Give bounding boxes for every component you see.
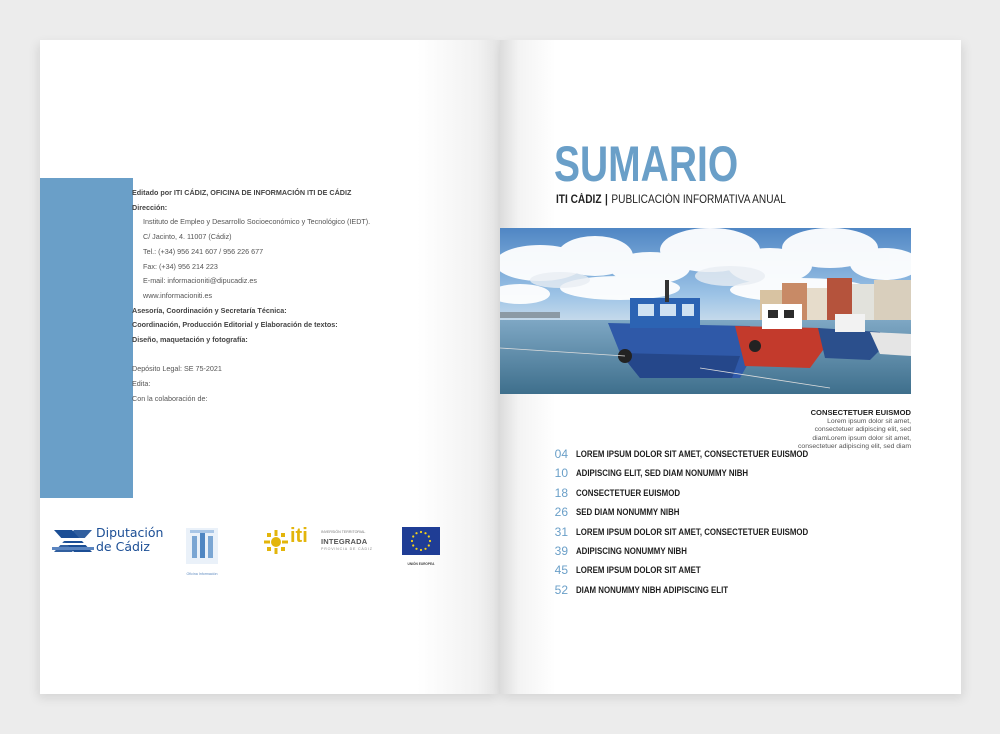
toc-entry[interactable] — [550, 447, 930, 466]
table-of-contents — [550, 447, 930, 602]
toc-entry-title: ADIPISCING NONUMMY NIBH — [576, 545, 687, 557]
credits-line: Instituto de Empleo y Desarrollo Socioeconómico y Tecnológico (IEDT). — [143, 217, 371, 227]
toc-entry-title: LOREM IPSUM DOLOR SIT AMET, CONSECTETUER EUISMOD — [576, 449, 809, 460]
diputacion-line2: de Cádiz — [96, 539, 150, 554]
credits-line: Fax: (+34) 956 214 223 — [143, 261, 218, 271]
toc-entry-title: SED DIAM NONUMMY NIBH — [576, 507, 680, 519]
iti-office-caption: Oficina Información — [186, 572, 218, 576]
toc-entry[interactable] — [550, 505, 930, 524]
photo-caption-line: consectetuer adipiscing elit, sed diam — [798, 443, 911, 451]
iti-inversion-label: INVERSIÓN TERRITORIAL — [321, 530, 366, 534]
toc-entry-title: LOREM IPSUM DOLOR SIT AMET — [576, 565, 701, 577]
credits-line: Asesoría, Coordinación y Secretaría Técnica: — [132, 305, 287, 315]
credits-line: www.informacioniti.es — [143, 290, 213, 300]
credits-line: Tel.: (+34) 956 241 607 / 956 226 677 — [143, 246, 264, 256]
credits-line: Edita: — [132, 379, 151, 389]
iti-integrada-label: INTEGRADA — [321, 537, 368, 546]
toc-page-number: 18 — [554, 485, 568, 500]
iti-office-emblem-icon — [180, 522, 224, 570]
toc-page-number: 26 — [554, 505, 568, 520]
eu-caption: UNIÓN EUROPEA — [407, 562, 435, 566]
diputacion-emblem-icon — [52, 526, 94, 556]
toc-entry-title: CONSECTETUER EUISMOD — [576, 487, 681, 499]
page-title: SUMARIO — [554, 136, 739, 192]
subtitle-description: PUBLICACIÓN INFORMATIVA ANUAL — [611, 194, 786, 206]
credits-line: Editado por ITI CÁDIZ, OFICINA DE INFORMACIÓN ITI DE CÁDIZ — [132, 188, 352, 197]
iti-office-logo — [180, 522, 224, 578]
toc-page-number: 10 — [554, 466, 568, 481]
credits-line: E-mail: informacioniti@dipucadiz.es — [143, 276, 257, 286]
toc-page-number: 39 — [554, 543, 568, 558]
toc-page-number: 31 — [554, 524, 568, 539]
photo-caption-line: Lorem ipsum dolor sit amet, — [827, 418, 911, 425]
toc-entry-title: ADIPISCING ELIT, SED DIAM NONUMMY NIBH — [576, 468, 749, 480]
harbor-photo — [500, 228, 911, 394]
credits-spacer — [132, 348, 432, 363]
photo-caption — [761, 408, 911, 452]
eu-flag-logo — [402, 527, 440, 559]
toc-entry[interactable] — [550, 486, 930, 505]
photo-caption-line: diamLorem ipsum dolor sit amet, — [812, 434, 911, 442]
logos-row — [52, 522, 452, 582]
toc-page-number: 52 — [554, 582, 568, 597]
diputacion-logo — [52, 524, 167, 564]
toc-entry[interactable] — [550, 525, 930, 544]
iti-sun-icon — [264, 530, 288, 554]
toc-entry-title: DIAM NONUMMY NIBH ADIPISCING ELIT — [576, 584, 729, 596]
credits-line: Diseño, maquetación y fotografía: — [132, 335, 248, 345]
diputacion-line1: Diputación — [96, 525, 164, 540]
credits-line: Depósito Legal: SE 75-2021 — [132, 364, 222, 374]
photo-caption-heading: CONSECTETUER EUISMOD — [810, 408, 911, 417]
credits-line: Coordinación, Producción Editorial y Elaboración de textos: — [132, 320, 338, 330]
iti-provincia-label: PROVINCIA DE CÁDIZ — [321, 547, 373, 551]
toc-page-number: 45 — [554, 563, 568, 578]
eu-flag-icon — [402, 527, 440, 555]
iti-wordmark: iti — [290, 525, 308, 547]
credits-block — [132, 186, 432, 407]
credits-line: C/ Jacinto, 4. 11007 (Cádiz) — [143, 232, 232, 242]
accent-band — [40, 178, 133, 498]
page-subtitle — [556, 194, 786, 206]
toc-entry-title: LOREM IPSUM DOLOR SIT AMET, CONSECTETUER EUISMOD — [576, 526, 809, 538]
toc-entry[interactable] — [550, 563, 930, 582]
photo-caption-line: consectetuer adipiscing elit, sed — [814, 426, 911, 434]
toc-page-number: 04 — [554, 447, 568, 461]
toc-entry[interactable] — [550, 544, 930, 563]
credits-line: Con la colaboración de: — [132, 393, 208, 403]
toc-entry[interactable] — [550, 583, 930, 602]
iti-integrada-logo — [264, 525, 374, 558]
diputacion-wordmark — [96, 526, 163, 554]
subtitle-publisher: ITI CÁDIZ — [556, 194, 602, 206]
toc-entry[interactable] — [550, 466, 930, 485]
harbor-boats-image — [500, 228, 911, 394]
credits-line: Dirección: — [132, 202, 168, 212]
subtitle-separator: | — [605, 194, 608, 206]
